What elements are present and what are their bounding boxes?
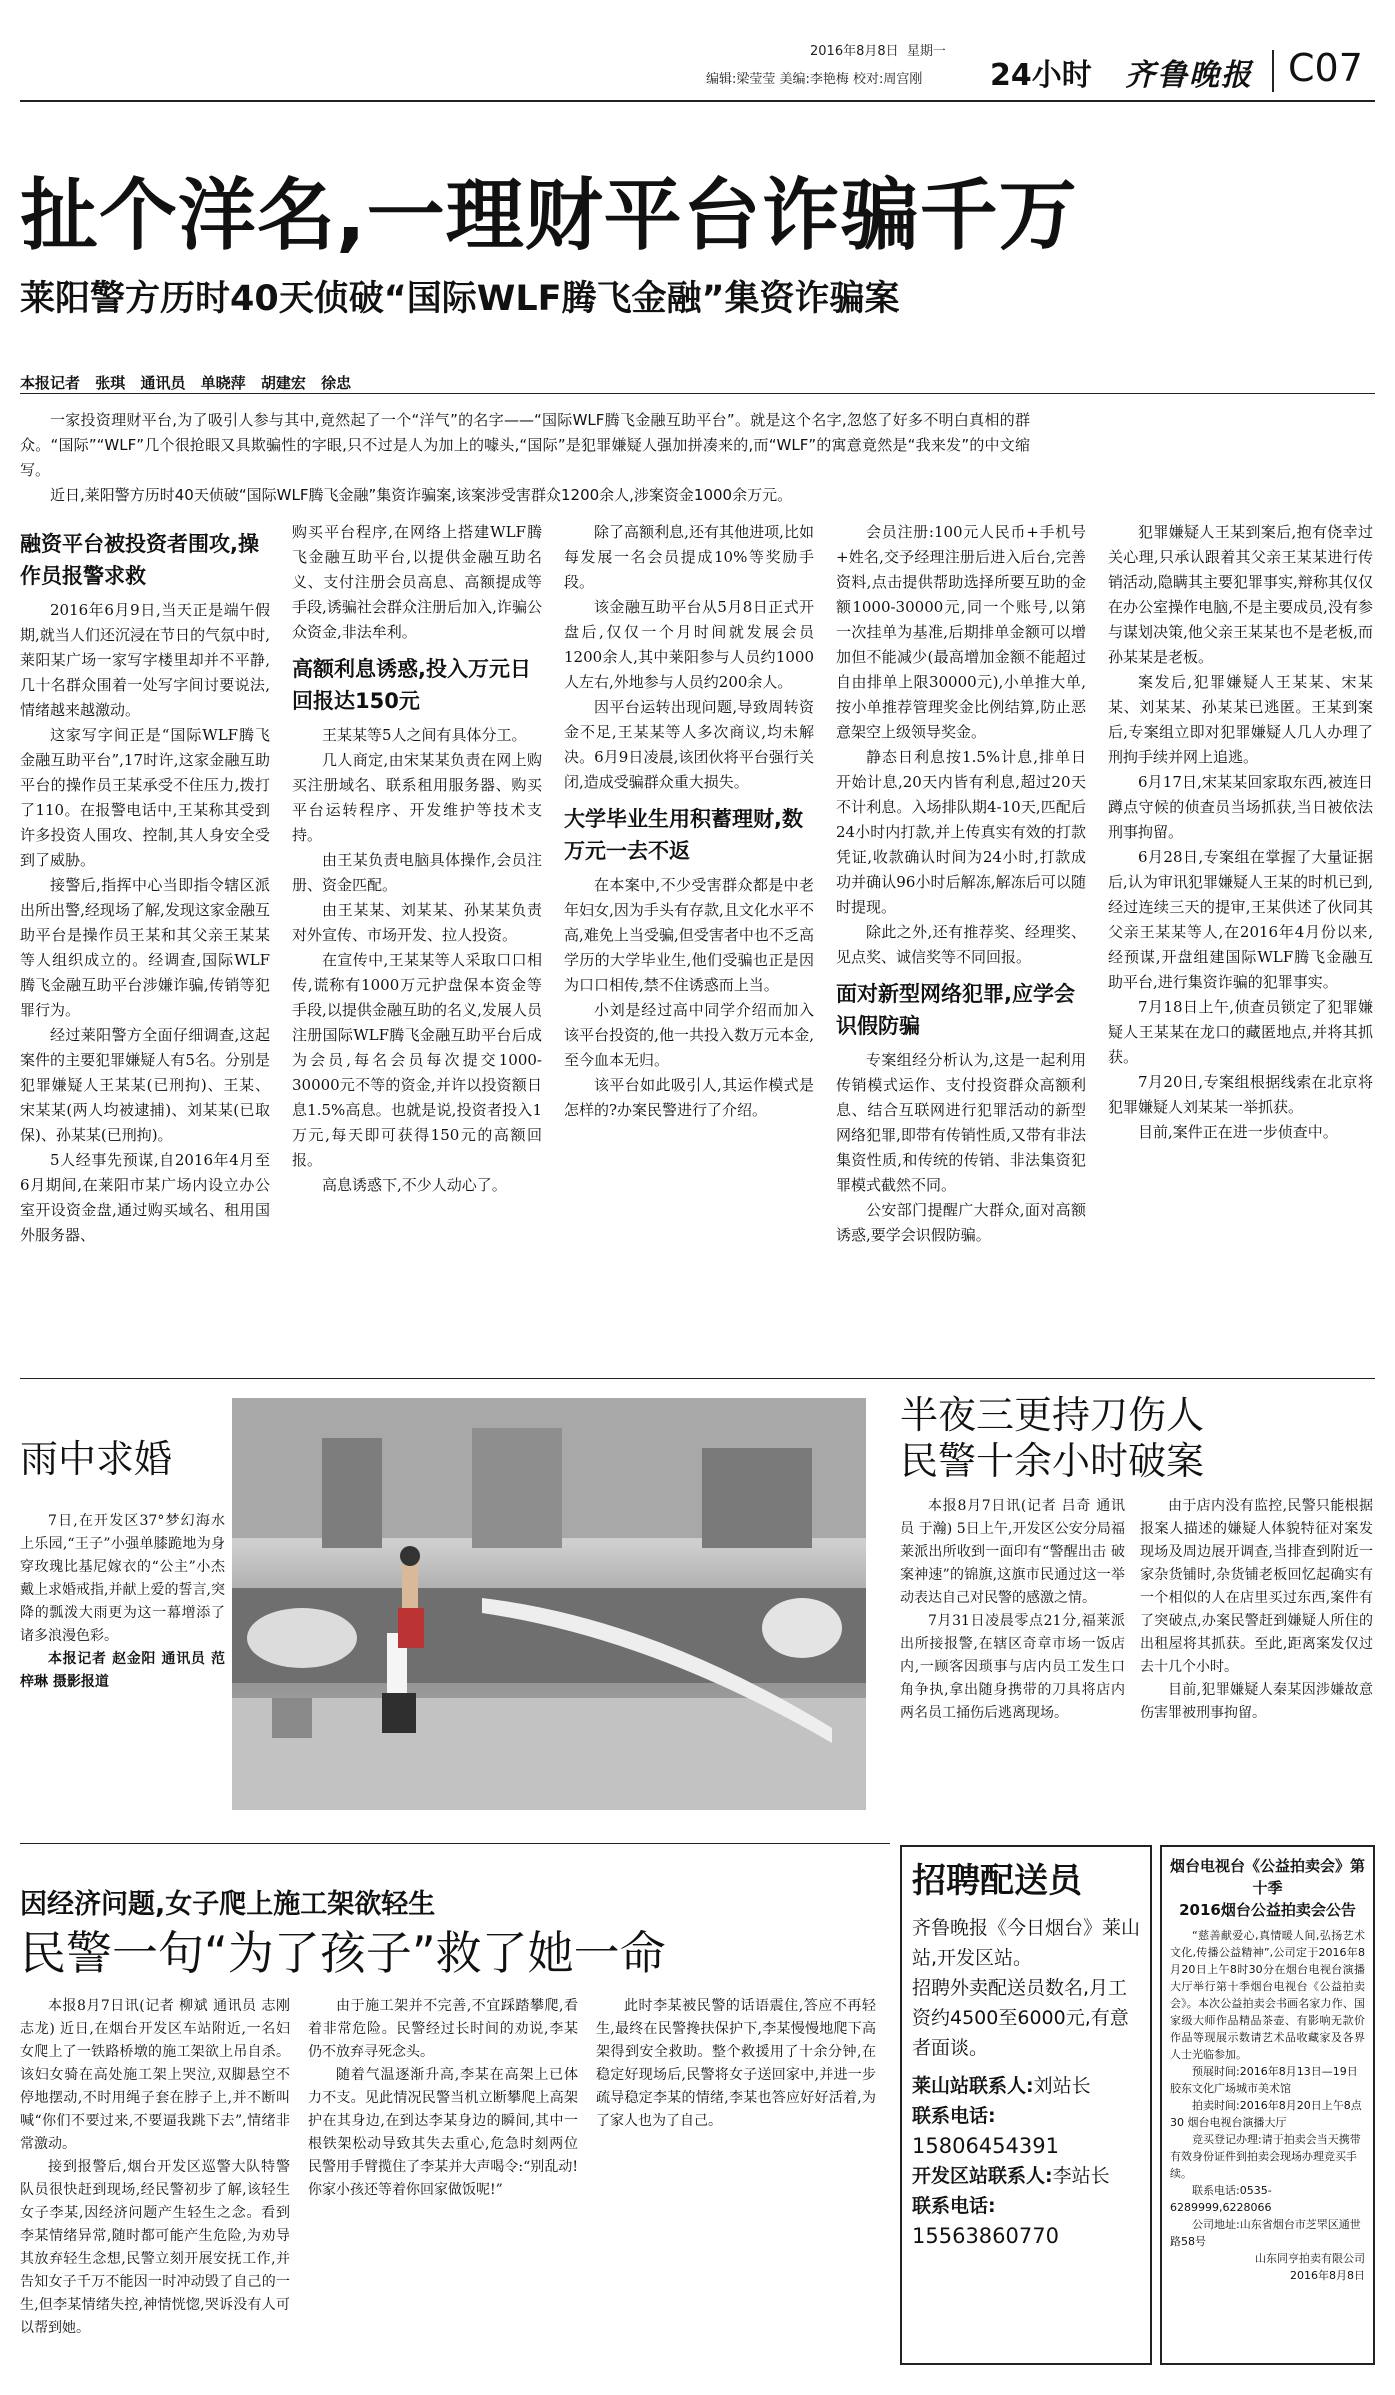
recruit-line-2: 招聘外卖配送员数名,月工资约4500至6000元,有意者面谈。 [912,1977,1129,2059]
paragraph: 犯罪嫌疑人王某到案后,抱有侥幸过关心理,只承认跟着其父亲王某某进行传销活动,隐瞒其主要犯罪事实,辩称其仅仅在办公室操作电脑,不是主要成员,没有参与谋划决策,他父亲王某某也不是老板,而孙某某是老板。 [1108,523,1373,666]
paragraph: 高息诱惑下,不少人动心了。 [322,1176,507,1194]
recruit-ad [900,1845,1152,2365]
paragraph: 7月31日凌晨零点21分,福莱派出所接报警,在辖区奇章市场一饭店内,一顾客因琐事与店内员工发生口角争执,拿出随身携带的刀具将店内两名员工捅伤后逃离现场。 [900,1613,1125,1721]
rescue-col-1 [20,1995,290,2375]
auction-title-2: 2016烟台公益拍卖会公告 [1179,1901,1356,1919]
paragraph: 案发后,犯罪嫌疑人王某某、宋某某、刘某某、孙某某已逃匿。王某到案后,专案组立即对犯罪嫌疑人几人办理了刑拘手续并网上追逃。 [1108,673,1373,766]
wedding-credit: 本报记者 赵金阳 通讯员 范梓琳 摄影报道 [20,1651,225,1690]
wedding-caption [20,1510,225,1780]
paragraph: 专案组经分析认为,这是一起利用传销模式运作、支付投资群众高额利息、结合互联网进行犯罪活动的新型网络犯罪,即带有传销性质,又带有非法集资性质,和传统的传销、非法集资犯罪模式截然不同。 [836,1051,1086,1194]
auction-body: “慈善献爱心,真情暖人间,弘扬艺术文化,传播公益精神”,公司定于2016年8月20日上午8时30分在烟台电视台演播大厅举行第十季烟台电视台《公益拍卖会》。本次公益拍卖会书画名家力作、国家级大师作品精品茶壶、有影响无款价作品等现展示数请艺术品收藏家及各界人士光临参加。 [1170,1929,1365,2061]
header-divider [1272,50,1274,92]
paragraph: 几人商定,由宋某某负责在网上购买注册域名、联系租用服务器、购买平台运转程序、开发维护等技术支持。 [292,751,542,844]
paragraph: 7月18日上午,侦查员锁定了犯罪嫌疑人王某某在龙口的藏匿地点,并将其抓获。 [1108,998,1373,1066]
paragraph: 接警后,指挥中心当即指令辖区派出所出警,经现场了解,发现这家金融互助平台是操作员王某和其父亲王某某等人组织成立的。经调查,国际WLF腾飞金融互助平台涉嫌诈骗,传销等犯罪行为。 [20,876,270,1019]
recruit-title: 招聘配送员 [912,1861,1082,1901]
paragraph: 由于店内没有监控,民警只能根据报案人描述的嫌疑人体貌特征对案发现场及周边展开调查,当排查到附近一家杂货铺时,杂货铺老板回忆起确实有一个相似的人在店里买过东西,案件有了突破点,办案民警赶到嫌疑人所住的出租屋将其抓获。至此,距离案发仅过去十几个小时。 [1140,1498,1373,1675]
recruit-contact-2: 开发区站联系人:李站长 [912,2165,1110,2187]
paragraph: 该平台如此吸引人,其运作模式是怎样的?办案民警进行了介绍。 [564,1076,814,1119]
paragraph: 除了高额利息,还有其他进项,比如每发展一名会员提成10%等奖励手段。 [564,523,814,591]
paragraph: 静态日利息按1.5%计息,排单日开始计息,20天内皆有利息,超过20天不计利息。入场排队期4-10天,匹配后24小时内打款,并上传真实有效的打款凭证,收款确认时间为24小时,打款成功并确认96小时后解冻,解冻后可以随时提现。 [836,748,1086,916]
article-col-2 [292,520,542,1370]
auction-title-1: 烟台电视台《公益拍卖会》第十季 [1170,1857,1366,1897]
auction-time: 拍卖时间:2016年8月20日上午8点30 烟台电视台演播大厅 [1170,2099,1362,2129]
paragraph: 5人经事先预谋,自2016年4月至6月期间,在莱阳市某广场内设立办公室开设资金盘,通过购买域名、租用国外服务器、 [20,1151,270,1244]
paragraph: 7月20日,专案组根据线索在北京将犯罪嫌疑人刘某某一举抓获。 [1108,1073,1373,1116]
wedding-photo [232,1398,866,1810]
paragraph: 小刘是经过高中同学介绍而加入该平台投资的,他一共投入数万元本金,至今血本无归。 [564,1001,814,1069]
paragraph: 接到报警后,烟台开发区巡警大队特警队员很快赶到现场,经民警初步了解,该轻生女子李某,因经济问题产生轻生之念。看到李某情绪异常,随时都可能产生危险,为劝导其放弃轻生念想,民警立刻开展安抚工作,并告知女子千万不能因一时冲动毁了自己的一生,但李某情绪失控,神情恍惚,哭诉没有人可以帮到她。 [20,2159,290,2336]
header-date: 2016年8月8日 星期一 [810,44,946,59]
wedding-text: 7日,在开发区37°梦幻海水上乐园,“王子”小强单膝跪地为身穿玫瑰比基尼嫁衣的“公主”小杰戴上求婚戒指,并献上爱的誓言,突降的瓢泼大雨更为这一幕增添了诸多浪漫色彩。 [20,1513,225,1644]
section-rule [20,1378,1375,1379]
paragraph: 公安部门提醒广大群众,面对高额诱惑,要学会识假防骗。 [836,1201,1086,1244]
knife-title-1: 半夜三更持刀伤人 [900,1393,1205,1437]
article-col-1 [20,520,270,1370]
paragraph: 6月17日,宋某某回家取东西,被连日蹲点守候的侦查员当场抓获,当日被依法刑事拘留。 [1108,773,1373,841]
wedding-photo-image [232,1398,866,1810]
main-title: 扯个洋名,一理财平台诈骗千万 [20,171,1078,261]
paragraph: 购买平台程序,在网络上搭建WLF腾飞金融互助平台,以提供金融互助名义、支付注册会员高息、高额提成等手段,诱骗社会群众注册后加入,诈骗公众资金,非法牟利。 [292,523,542,641]
paragraph: 在宣传中,王某某等人采取口口相传,谎称有1000万元护盘保本资金等手段,以提供金融互助的名义,发展人员注册国际WLF腾飞金融互助平台后成为会员,每名会员每次提交1000-30000元不等的资金,并许以投资额日息1.5%高息。也就是说,投资者投入1万元,每天即可获得150元的高额回报。 [292,951,542,1169]
paragraph: 由王某负责电脑具体操作,会员注册、资金匹配。 [292,851,542,894]
article-col-4 [836,520,1086,1370]
auction-company: 山东同亨拍卖有限公司 [1255,2252,1365,2265]
auction-register: 竞买登记办理:请于拍卖会当天携带有效身份证件到拍卖会现场办理竞买手续。 [1170,2133,1361,2180]
rescue-kicker: 因经济问题,女子爬上施工架欲轻生 [20,1889,436,1920]
recruit-tel-1: 15806454391 [912,2134,1059,2158]
paragraph: 此时李某被民警的话语震住,答应不再轻生,最终在民警搀扶保护下,李某慢慢地爬下高架得到安全救助。整个救援用了十余分钟,在稳定好现场后,民警将女子送回家中,并进一步疏导稳定李某的情绪,李某也答应好好活着,为了家人也为了自己。 [596,1998,876,2129]
paragraph: 本报8月7日讯(记者 柳斌 通讯员 志刚 志龙) 近日,在烟台开发区车站附近,一名妇女爬上了一铁路桥墩的施工架欲上吊自杀。该妇女骑在高处施工架上哭泣,双脚悬空不停地摆动,不时用绳子套在脖子上,并不断叫喊“你们不要过来,不要逼我跳下去”,情绪非常激动。 [20,1998,290,2152]
lead-paragraph-2: 近日,莱阳警方历时40天侦破“国际WLF腾飞金融”集资诈骗案,该案涉受害群众1200余人,涉案资金1000余万元。 [50,486,793,504]
paragraph: 6月28日,专案组在掌握了大量证据后,认为审讯犯罪嫌疑人王某的时机已到,经过连续三天的提审,王某供述了伙同其父亲王某某等人,在2016年4月份以来,经预谋,开盘组建国际WLF腾飞金融互助平台,进行集资诈骗的犯罪事实。 [1108,848,1373,991]
rescue-title: 民警一句“为了孩子”救了她一命 [20,1926,666,1980]
recruit-tel-2: 15563860770 [912,2224,1059,2248]
recruit-contact-1: 莱山站联系人:刘站长 [912,2075,1091,2097]
brand-logo: 齐鲁晚报 [1125,58,1253,93]
wedding-title: 雨中求婚 [20,1437,173,1481]
knife-col-1 [900,1495,1125,1835]
knife-col-2 [1140,1495,1373,1835]
paragraph: 经过莱阳警方全面仔细调查,这起案件的主要犯罪嫌疑人有5名。分别是犯罪嫌疑人王某某(已刑拘)、王某、宋某某(两人均被逮捕)、刘某某(已取保)、孙某某(已刑拘)。 [20,1026,270,1144]
paragraph: 本报8月7日讯(记者 吕奇 通讯员 于瀚) 5日上午,开发区公安分局福莱派出所收到一面印有“警醒出击 破案神速”的锦旗,这旗市民通过这一举动表达自己对民警的感激之情。 [900,1498,1125,1606]
paragraph: 由于施工架并不完善,不宜踩踏攀爬,看着非常危险。民警经过长时间的劝说,李某仍不放弃寻死念头。 [308,1998,578,2060]
paragraph: 随着气温逐渐升高,李某在高架上已体力不支。见此情况民警当机立断攀爬上高架护在其身边,在到达李某身边的瞬间,其中一根铁架松动导致其失去重心,危急时刻两位民警用手臂揽住了李某并大声喝令:“别乱动!你家小孩还等着你回家做饭呢!” [308,2067,578,2198]
recruit-line-1: 齐鲁晚报《今日烟台》莱山站,开发区站。 [912,1917,1141,1969]
subhead-4: 面对新型网络犯罪,应学会识假防骗 [836,982,1075,1038]
lead-paragraph-1: 一家投资理财平台,为了吸引人参与其中,竟然起了一个“洋气”的名字——“国际WLF腾飞金融互助平台”。就是这个名字,忽悠了好多不明白真相的群众。“国际”“WLF”几个很抢眼又具欺骗性的字眼,只不过是人为加上的噱头,“国际”是犯罪嫌疑人强加拼凑来的,而“WLF”的寓意竟然是“我来发”的中文缩写。 [20,411,1030,479]
byline-rule [20,393,1375,394]
paragraph: 由王某某、刘某某、孙某某负责对外宣传、市场开发、拉人投资。 [292,901,542,944]
auction-preview: 预展时间:2016年8月13日—19日 胶东文化广场城市美术馆 [1170,2065,1358,2095]
byline: 本报记者 张琪 通讯员 单晓萍 胡建宏 徐忠 [20,374,352,392]
main-subtitle: 莱阳警方历时40天侦破“国际WLF腾飞金融”集资诈骗案 [20,279,900,319]
paragraph: 目前,犯罪嫌疑人秦某因涉嫌故意伤害罪被刑事拘留。 [1140,1682,1373,1721]
rescue-col-3 [596,1995,876,2375]
auction-address: 公司地址:山东省烟台市芝罘区通世路58号 [1170,2218,1361,2248]
paragraph: 该金融互助平台从5月8日正式开盘后,仅仅一个月时间就发展会员1200余人,其中莱阳参与人员约1000人左右,外地参与人员约200余人。 [564,598,814,691]
paragraph: 这家写字间正是“国际WLF腾飞金融互助平台”,17时许,这家金融互助平台的操作员王某承受不住压力,拨打了110。在报警电话中,王某称其受到许多投资人围攻、控制,其人身安全受到了威胁。 [20,726,270,869]
recruit-tel-label-1: 联系电话: [912,2105,996,2127]
paragraph: 会员注册:100元人民币+手机号+姓名,交予经理注册后进入后台,完善资料,点击提供帮助选择所要互助的金额1000-30000元,同一个账号,以第一次挂单为基准,后期排单金额可以增加但不能减少(最高增加金额不能超过自由排单上限30000元),小单推大单,按小单推荐管理奖金比例结算,防止恶意架空上级领导奖金。 [836,523,1086,741]
subhead-2: 高额利息诱惑,投入万元日回报达150元 [292,657,531,713]
paragraph: 2016年6月9日,当天正是端午假期,就当人们还沉浸在节日的气氛中时,莱阳某广场一家写字楼里却并不平静,几十名群众围着一处写字间讨要说法,情绪越来越激动。 [20,601,270,719]
rescue-col-2 [308,1995,578,2375]
auction-notice [1160,1845,1375,2365]
lead [20,408,1030,508]
paragraph: 目前,案件正在进一步侦查中。 [1138,1123,1338,1141]
paragraph: 王某某等5人之间有具体分工。 [322,726,527,744]
recruit-tel-label-2: 联系电话: [912,2195,996,2217]
paragraph: 除此之外,还有推荐奖、经理奖、见点奖、诚信奖等不同回报。 [836,923,1086,966]
subhead-3: 大学毕业生用积蓄理财,数万元一去不返 [564,807,803,863]
lower-rule [20,1843,890,1844]
paragraph: 因平台运转出现问题,导致周转资金不足,王某某等人多次商议,均未解决。6月9日凌晨,该团伙将平台强行关闭,造成受骗群众重大损失。 [564,698,814,791]
header-editors: 编辑:梁莹莹 美编:李艳梅 校对:周宫刚 [706,72,923,87]
article-col-5 [1108,520,1373,1370]
section-name: 24小时 [990,58,1092,93]
header-rule [20,100,1375,102]
paragraph: 在本案中,不少受害群众都是中老年妇女,因为手头有存款,且文化水平不高,难免上当受骗,但受害者中也不乏高学历的大学毕业生,他们受骗也正是因为口口相传,禁不住诱惑而上当。 [564,876,814,994]
article-col-3 [564,520,814,1370]
page-number: C07 [1288,46,1363,90]
auction-phone: 联系电话:0535-6289999,6228066 [1170,2184,1272,2214]
knife-title-2: 民警十余小时破案 [900,1439,1205,1483]
auction-date: 2016年8月8日 [1290,2269,1365,2282]
subhead-1: 融资平台被投资者围攻,操作员报警求救 [20,532,259,588]
